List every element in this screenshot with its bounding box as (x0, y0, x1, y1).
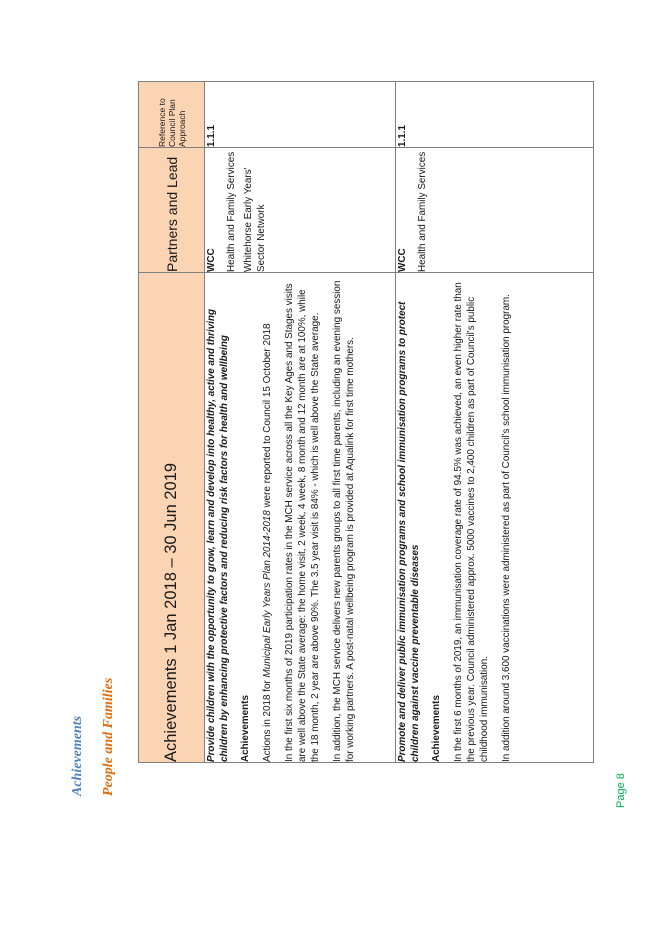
page-number: Page 8 (615, 773, 627, 808)
reference-cell (205, 82, 396, 148)
table-header-row (139, 82, 205, 763)
reference-code: 1.1.1 (206, 125, 217, 147)
table-row (205, 82, 396, 763)
achievement-paragraph (261, 273, 274, 762)
partners-cell (396, 148, 594, 273)
partner-name: Health and Family Services (226, 151, 237, 272)
goal-text: Provide children with the opportunity to grow, learn and develop into healthy, active and thriving children by enhancing protective factors and reducing risk factors for health and wellbeing (206, 308, 230, 762)
achievement-cell (396, 273, 594, 763)
achievement-paragraph: In addition, the MCH service delivers new parents groups to all first time parents, including an evening session for working partners. A post-natal wellbeing program is provided at Aqualink for first time mothers. (332, 280, 356, 762)
achievements-table (138, 81, 594, 763)
para-text: Actions in 2018 for (262, 677, 273, 762)
achievement-paragraph: In the first 6 months of 2019, an immunisation coverage rate of 94.5% was achieved, an even higher rate than the previous year. Council administered approx. 5000 vaccines to 2,400 children as part of Council's public childhood immunisation. (453, 282, 490, 762)
partner-name: Health and Family Services (417, 151, 428, 272)
achievements-label: Achievements (431, 695, 442, 762)
lead-name: WCC (206, 248, 217, 272)
plan-title: Municipal Early Years Plan 2014-2018 (262, 510, 273, 678)
reference-cell (396, 82, 594, 148)
achievement-paragraph: In the first six months of 2019 participation rates in the MCH service across all the Key Ages and Stages visits are well above the State average: the home visit, 2 week, 4 week, 8 month and 12 month are at 100%, while the 18 month, 2 year are above 90%. The 3.5 year visit is 84% - which is well above the State average. (284, 283, 321, 762)
document-title: Achievements (70, 715, 85, 796)
table-row (396, 82, 594, 763)
header-achievements: Achievements 1 Jan 2018 – 30 Jun 2019 (139, 273, 205, 763)
section-subtitle: People and Families (101, 677, 116, 796)
achievement-paragraph: In addition around 3,600 vaccinations were administered as part of Council's school immunisation program. (501, 294, 512, 762)
partner-name: Whitehorse Early Years' Sector Network (243, 167, 267, 272)
reference-code: 1.1.1 (397, 125, 408, 147)
achievements-label: Achievements (240, 695, 251, 762)
header-reference: Reference to Council Plan Approach (139, 82, 205, 148)
lead-name: WCC (397, 248, 408, 272)
header-partners: Partners and Lead (139, 148, 205, 273)
para-text: were reported to Council 15 October 2018 (262, 323, 273, 511)
partners-cell (205, 148, 396, 273)
goal-text: Promote and deliver public immunisation programs and school immunisation programs to protect children against vaccine preventable diseases (397, 301, 421, 762)
achievement-cell (205, 273, 396, 763)
